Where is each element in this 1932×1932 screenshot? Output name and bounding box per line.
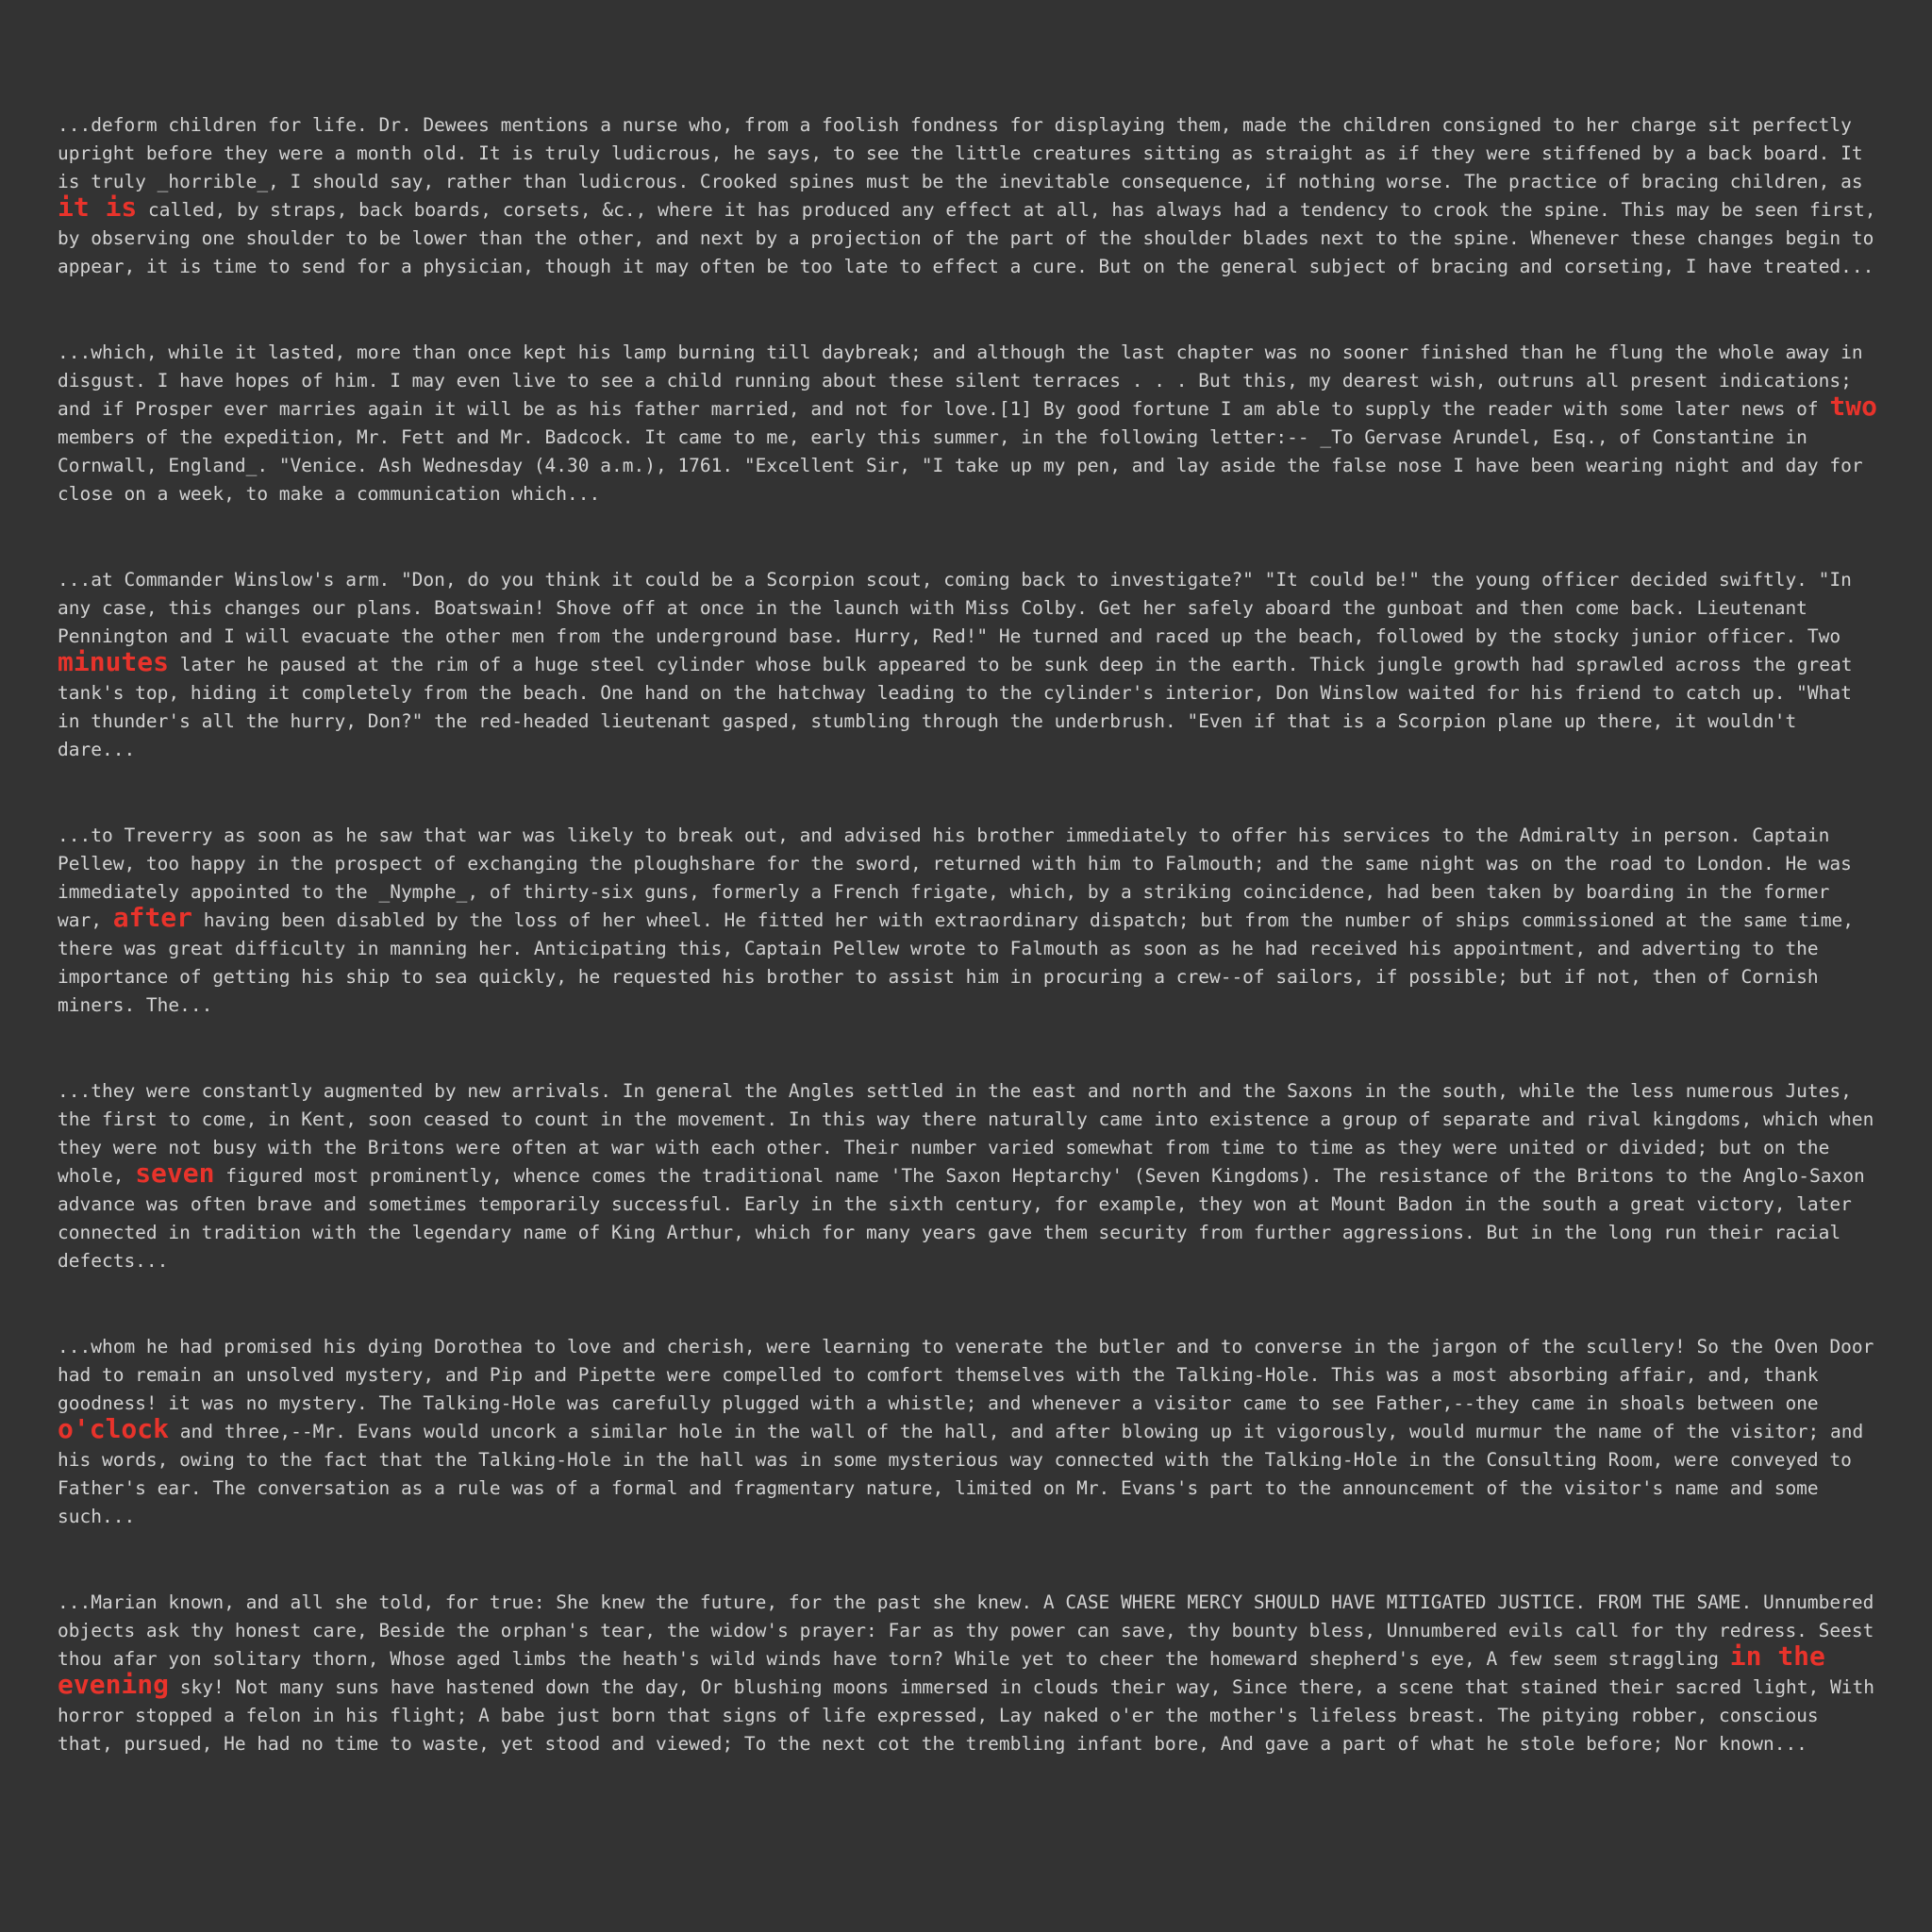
highlighted-phrase: it is <box>58 192 138 223</box>
passage-text-after: called, by straps, back boards, corsets, &c., where it has produced any effect at all, has always had a tendency to crook the spine. This may be seen first, by observing one shoulder to be lower than the other, and next by a projection of the part of the shoulder blades next to the spine. Whenever these changes begin to appear, it is time to send for a physician, though it may often be too late to effect a cure. But on the general subject of bracing and corseting, I have treated... <box>58 199 1876 277</box>
passage-text-before: ...which, while it lasted, more than once kept his lamp burning till daybreak; and although the last chapter was no sooner finished than he flung the whole away in disgust. I have hopes of him. I may even live to see a child running about these silent terraces . . . But this, my dearest wish, outruns all present indications; and if Prosper ever marries again it will be as his father married, and not for love.[1] By good fortune I am able to supply the reader with some later news of <box>58 341 1863 420</box>
passage-text-before: ...at Commander Winslow's arm. "Don, do you think it could be a Scorpion scout, coming back to investigate?" "It could be!" the young officer decided swiftly. "In any case, this changes our plans. Boatswain! Shove off at once in the launch with Miss Colby. Get her safely aboard the gunboat and then come back. Lieutenant Pennington and I will evacuate the other men from the underground base. Hurry, Red!" He turned and raced up the beach, followed by the stocky junior officer. Two <box>58 569 1852 647</box>
passage-text-before: ...they were constantly augmented by new arrivals. In general the Angles settled in the east and north and the Saxons in the south, while the less numerous Jutes, the first to come, in Kent, soon ceased to count in the movement. In this way there naturally came into existence a group of separate and rival kingdoms, which when they were not busy with the Britons were often at war with each other. Their number varied somewhat from time to time as they were united or divided; but on the whole, <box>58 1080 1874 1187</box>
passage-text-before: ...Marian known, and all she told, for true: She knew the future, for the past she knew. A CASE WHERE MERCY SHOULD HAVE MITIGATED JUSTICE. FROM THE SAME. Unnumbered objects ask thy honest care, Beside the orphan's tear, the widow's prayer: Far as thy power can save, thy bounty bless, Unnumbered evils call for thy redress. Seest thou afar yon solitary thorn, Whose aged limbs the heath's wild winds have torn? While yet to cheer the homeward shepherd's eye, A few seem straggling <box>58 1591 1874 1670</box>
passage-4 <box>58 822 1878 1020</box>
passage-text-after: sky! Not many suns have hastened down the day, Or blushing moons immersed in clouds their way, Since there, a scene that stained their sacred light, With horror stopped a felon in his flight; A babe just born that signs of life expressed, Lay naked o'er the mother's lifeless breast. The pitying robber, conscious that, pursued, He had no time to waste, yet stood and viewed; To the next cot the trembling infant bore, And gave a part of what he stole before; Nor known... <box>58 1676 1874 1755</box>
passage-text-before: ...whom he had promised his dying Dorothea to love and cherish, were learning to venerate the butler and to converse in the jargon of the scullery! So the Oven Door had to remain an unsolved mystery, and Pip and Pipette were compelled to comfort themselves with the Talking-Hole. This was a most absorbing affair, and, thank goodness! it was no mystery. The Talking-Hole was carefully plugged with a whistle; and whenever a visitor came to see Father,--they came in shoals between one <box>58 1336 1874 1414</box>
passage-6 <box>58 1333 1878 1531</box>
passage-2 <box>58 339 1878 508</box>
passage-text-after: and three,--Mr. Evans would uncork a similar hole in the wall of the hall, and after blowing up it vigorously, would murmur the name of the visitor; and his words, owing to the fact that the Talking-Hole in the hall was in some mysterious way connected with the Talking-Hole in the Consulting Room, were conveyed to Father's ear. The conversation as a rule was of a formal and fragmentary nature, limited on Mr. Evans's part to the announcement of the visitor's name and some such... <box>58 1421 1864 1527</box>
document-page <box>58 111 1878 1816</box>
passage-7 <box>58 1589 1878 1758</box>
highlighted-phrase: seven <box>135 1158 215 1189</box>
passage-text-after: later he paused at the rim of a huge steel cylinder whose bulk appeared to be sunk deep in the earth. Thick jungle growth had sprawled across the great tank's top, hiding it completely from the beach. One hand on the hatchway leading to the cylinder's interior, Don Winslow waited for his friend to catch up. "What in thunder's all the hurry, Don?" the red-headed lieutenant gasped, stumbling through the underbrush. "Even if that is a Scorpion plane up there, it wouldn't dare... <box>58 654 1853 760</box>
highlighted-phrase: two <box>1829 391 1877 422</box>
passage-5 <box>58 1077 1878 1275</box>
passage-text-after: figured most prominently, whence comes the traditional name 'The Saxon Heptarchy' (Seven Kingdoms). The resistance of the Britons to the Anglo-Saxon advance was often brave and sometimes temporarily successful. Early in the sixth century, for example, they won at Mount Badon in the south a great victory, later connected in tradition with the legendary name of King Arthur, which for many years gave them security from further aggressions. But in the long run their racial defects... <box>58 1165 1865 1272</box>
passage-text-before: ...to Treverry as soon as he saw that war was likely to break out, and advised his brother immediately to offer his services to the Admiralty in person. Captain Pellew, too happy in the prospect of exchanging the ploughshare for the sword, returned with him to Falmouth; and the same night was on the road to London. He was immediately appointed to the _Nymphe_, of thirty-six guns, formerly a French frigate, which, by a striking coincidence, had been taken by boarding in the former war, <box>58 824 1852 931</box>
highlighted-phrase: o'clock <box>58 1413 170 1444</box>
passage-text-before: ...deform children for life. Dr. Dewees mentions a nurse who, from a foolish fondness for displaying them, made the children consigned to her charge sit perfectly upright before they were a month old. It is truly ludicrous, he says, to see the little creatures sitting as straight as if they were stiffened by a back board. It is truly _horrible_, I should say, rather than ludicrous. Crooked spines must be the inevitable consequence, if nothing worse. The practice of bracing children, as <box>58 114 1863 192</box>
highlighted-phrase: after <box>112 902 192 933</box>
passage-text-after: members of the expedition, Mr. Fett and Mr. Badcock. It came to me, early this summer, in the following letter:-- _To Gervase Arundel, Esq., of Constantine in Cornwall, England_. "Venice. Ash Wednesday (4.30 a.m.), 1761. "Excellent Sir, "I take up my pen, and lay aside the false nose I have been wearing night and day for close on a week, to make a communication which... <box>58 426 1863 505</box>
passage-text-after: having been disabled by the loss of her wheel. He fitted her with extraordinary dispatch; but from the number of ships commissioned at the same time, there was great difficulty in manning her. Anticipating this, Captain Pellew wrote to Falmouth as soon as he had received his appointment, and adverting to the importance of getting his ship to sea quickly, he requested his brother to assist him in procuring a crew--of sailors, if possible; but if not, then of Cornish miners. The... <box>58 909 1854 1016</box>
highlighted-phrase: in the evening <box>58 1641 1825 1700</box>
passage-1 <box>58 111 1878 281</box>
highlighted-phrase: minutes <box>58 646 170 677</box>
passage-3 <box>58 566 1878 764</box>
